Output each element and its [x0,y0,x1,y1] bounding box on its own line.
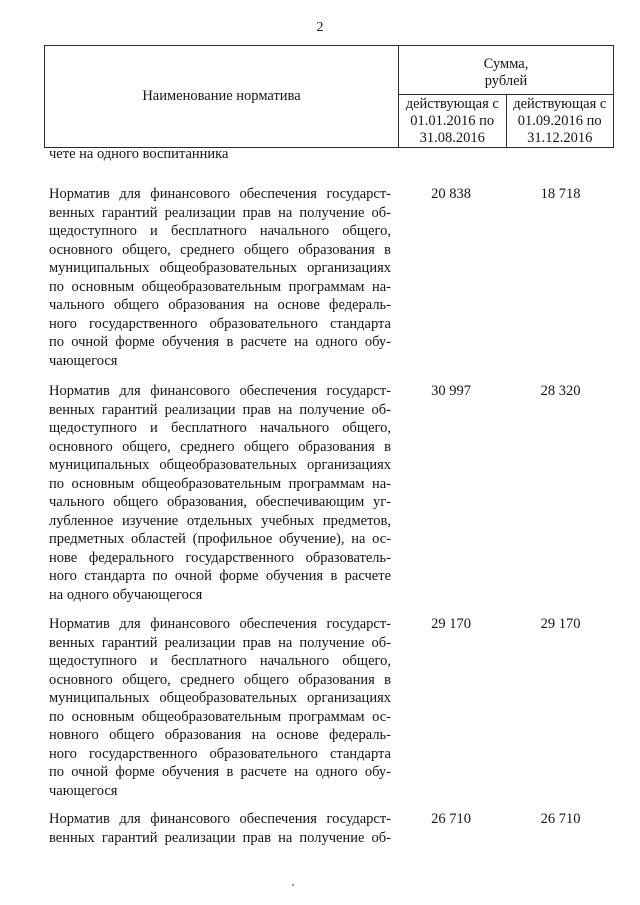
description-line: на одного обучающегося [49,586,203,603]
norm-description [49,185,391,370]
period2-header [506,95,614,148]
description-line: чального общего образования, обеспечивающим уг- [49,494,391,510]
description-line: по очной форме обучения в расчете на одного обу- [49,334,391,350]
description-line: Норматив для финансового обеспечения государст- [49,186,391,202]
value-period2: 29 170 [540,616,581,632]
name-column-header: Наименование норматива [45,46,399,148]
period1-line: 01.01.2016 по [410,112,495,129]
value-period1: 30 997 [431,383,471,399]
period1-header [399,95,507,148]
description-line: щедоступного и бесплатного начального общего, [49,223,391,239]
description-line: венных гарантий реализации прав на получение об- [49,401,391,418]
description-line: ного государственного образовательного стандарта [49,315,391,332]
description-line: нове федерального государственного образователь- [49,549,391,566]
description-line: чального общего образования на основе федераль- [49,297,391,313]
description-line: по очной форме обучения в расчете на одного обу- [49,764,391,780]
period1-line: действующая с [405,95,499,112]
description-line: чающегося [49,782,118,799]
value-period2: 28 320 [540,383,581,399]
description-line: муниципальных общеобразовательных организациях [49,260,391,276]
page-number: 2 [316,20,324,35]
description-line: венных гарантий реализации прав на получение об- [49,829,391,846]
description-line: Норматив для финансового обеспечения государст- [49,616,391,632]
description-line: чающегося [49,352,118,369]
description-line: Норматив для финансового обеспечения государст- [49,811,391,827]
description-line: муниципальных общеобразовательных организациях [49,690,391,706]
sum-header-line2: рублей [484,73,528,89]
scan-speck [292,884,294,886]
description-line: щедоступного и бесплатного начального общего, [49,420,391,436]
norm-description [49,615,391,800]
description-line: основного общего, среднего общего образования в [49,241,391,258]
description-line: по основным общеобразовательным программам на- [49,475,391,492]
description-line: ного стандарта по очной форме обучения в расчете [49,568,391,584]
sum-header-line1: Сумма, [483,56,529,72]
description-line: ного государственного образовательного стандарта [49,745,391,762]
period1-line: 31.08.2016 [419,129,485,146]
continuation-text: чете на одного воспитанника [49,146,229,162]
norm-description [49,810,391,847]
description-line: предметных областей (профильное обучение), на ос- [49,531,391,547]
description-line: муниципальных общеобразовательных организациях [49,457,391,473]
period2-line: действующая с [513,95,607,112]
value-period2: 18 718 [540,186,581,202]
standards-table-header [44,45,614,148]
description-line: Норматив для финансового обеспечения государст- [49,383,391,399]
description-line: по основным общеобразовательным программам на- [49,278,391,295]
value-period1: 26 710 [431,811,471,827]
description-line: новного общего образования на основе федераль- [49,727,391,743]
description-line: венных гарантий реализации прав на получение об- [49,204,391,221]
norm-description [49,382,391,604]
description-line: щедоступного и бесплатного начального общего, [49,653,391,669]
description-line: венных гарантий реализации прав на получение об- [49,634,391,651]
period2-line: 31.12.2016 [527,129,593,146]
period2-line: 01.09.2016 по [517,112,602,129]
value-period1: 20 838 [431,186,471,202]
value-period1: 29 170 [431,616,471,632]
description-line: по основным общеобразовательным программам ос- [49,708,391,725]
sum-column-header [399,46,614,95]
description-line: основного общего, среднего общего образования в [49,438,391,455]
value-period2: 26 710 [540,811,581,827]
description-line: основного общего, среднего общего образования в [49,671,391,688]
description-line: лубленное изучение отдельных учебных предметов, [49,512,391,529]
